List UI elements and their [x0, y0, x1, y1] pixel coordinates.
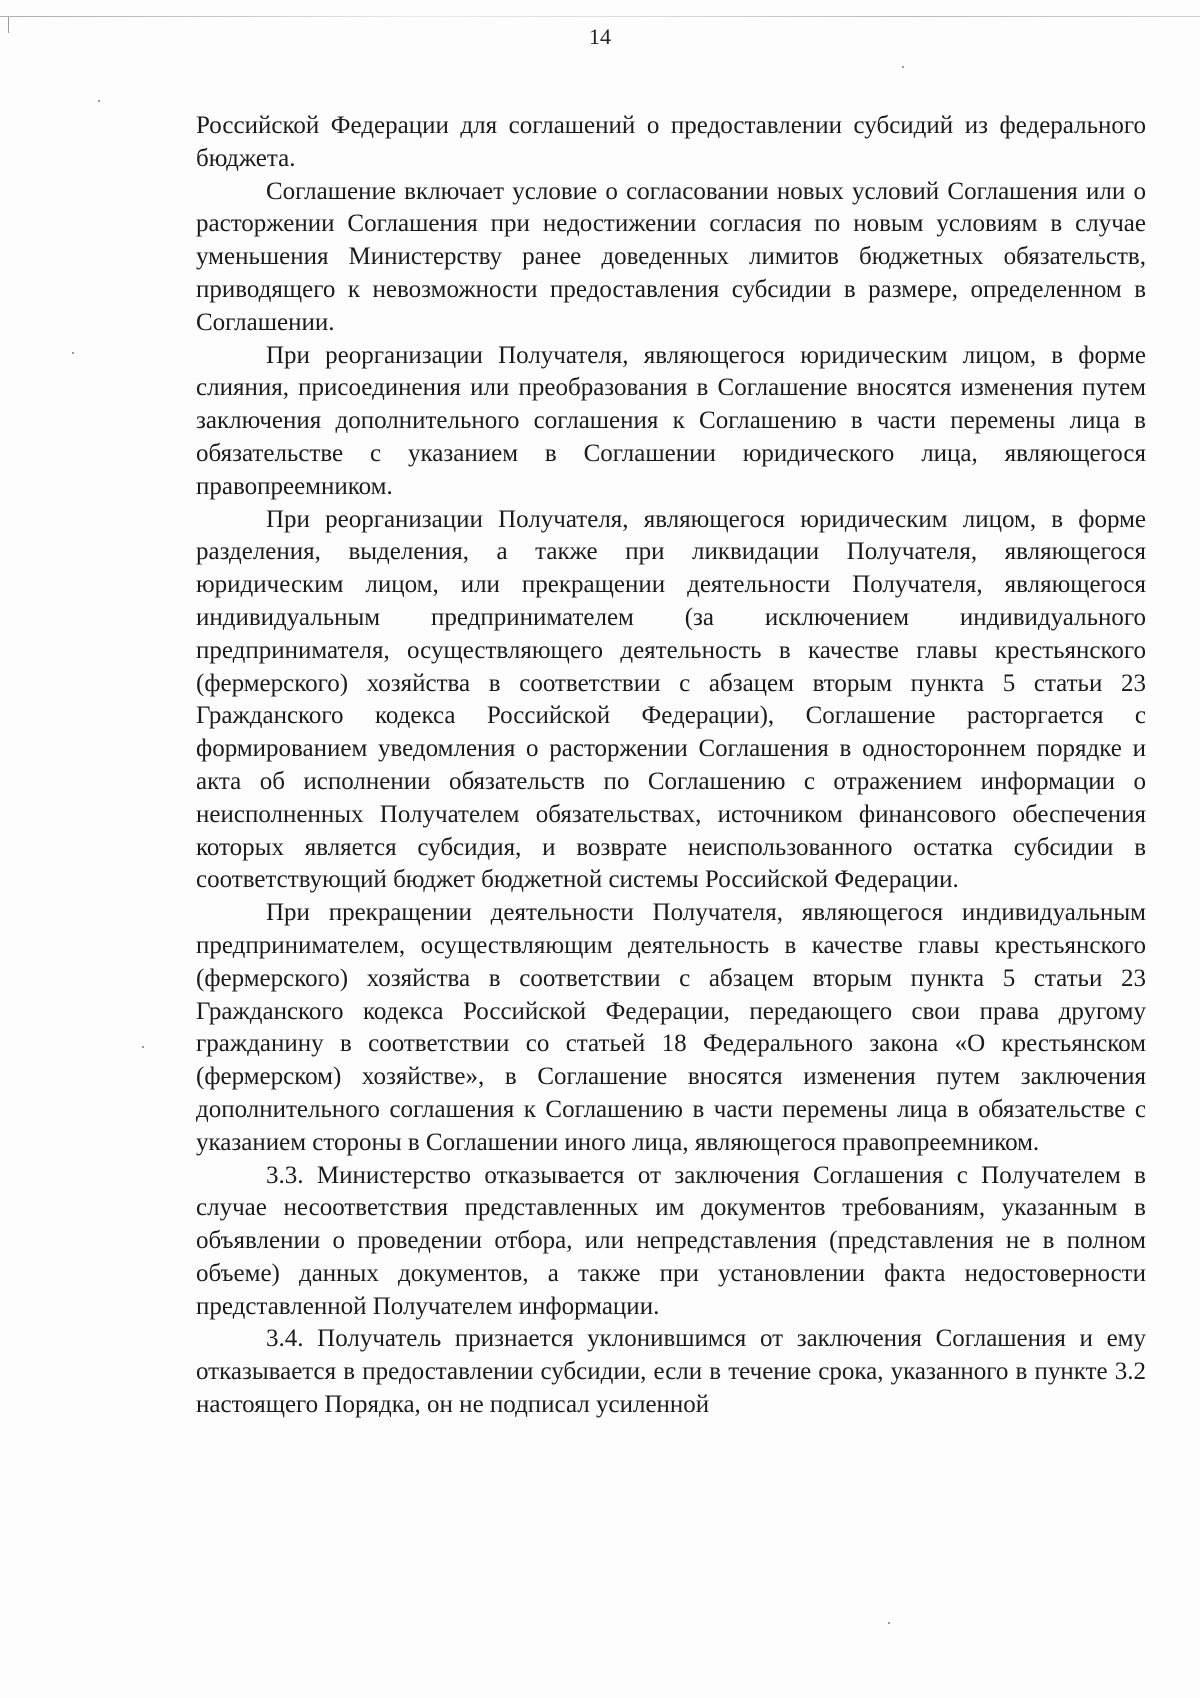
paragraph-3-3: 3.3. Министерство отказывается от заключения Соглашения с Получателем в случае несоответствия представленных им документов требованиям, указанным в объявлении о проведении отбора, или непредставления (представления не в полном объеме) данных документов, а также при установлении факта недостоверности представленной Получателем информации. — [196, 1161, 1146, 1320]
scan-speck — [98, 100, 100, 102]
scan-speck — [888, 1622, 890, 1624]
document-body — [196, 110, 1146, 1422]
paragraph-continuation: Российской Федерации для соглашений о предоставлении субсидий из федерального бюджета. — [196, 112, 1146, 172]
paragraph-3-4: 3.4. Получатель признается уклонившимся от заключения Соглашения и ему отказывается в предоставлении субсидии, если в течение срока, указанного в пункте 3.2 настоящего Порядка, он не подписал усиленной — [196, 1325, 1146, 1419]
scan-speck — [902, 66, 904, 68]
scan-speck — [72, 352, 74, 354]
scan-edge-top — [0, 16, 1200, 17]
scan-speck — [142, 1046, 144, 1048]
paragraph-farm-termination: При прекращении деятельности Получателя, являющегося индивидуальным предпринимателем, осуществляющим деятельность в качестве главы крестьянского (фермерского) хозяйства в соответствии с абзацем вторым пункта 5 статьи 23 Гражданского кодекса Российской Федерации, передающего свои права другому гражданину в соответствии со статьей 18 Федерального закона «О крестьянском (фермерском) хозяйстве», в Соглашение вносятся изменения путем заключения дополнительного соглашения к Соглашению в части перемены лица в обязательстве с указанием стороны в Соглашении иного лица, являющегося правопреемником. — [196, 899, 1146, 1156]
paragraph-reorganization-division: При реорганизации Получателя, являющегося юридическим лицом, в форме разделения, выделения, а также при ликвидации Получателя, являющегося юридическим лицом, или прекращении деятельности Получателя, являющегося индивидуальным предпринимателем (за исключением индивидуального предпринимателя, осуществляющего деятельность в качестве главы крестьянского (фермерского) хозяйства в соответствии с абзацем вторым пункта 5 статьи 23 Гражданского кодекса Российской Федерации), Соглашение расторгается с формированием уведомления о расторжении Соглашения в одностороннем порядке и акта об исполнении обязательств по Соглашению с отражением информации о неисполненных Получателем обязательствах, источником финансового обеспечения которых является субсидия, и возврате неиспользованного остатка субсидии в соответствующий бюджет бюджетной системы Российской Федерации. — [196, 505, 1146, 894]
page-number: 14 — [589, 24, 611, 49]
paragraph-agreement-conditions: Соглашение включает условие о согласовании новых условий Соглашения или о расторжении Соглашения при недостижении согласия по новым условиям в случае уменьшения Министерству ранее доведенных лимитов бюджетных обязательств, приводящего к невозможности предоставления субсидии в размере, определенном в Соглашении. — [196, 177, 1146, 336]
paragraph-reorganization-merger: При реорганизации Получателя, являющегося юридическим лицом, в форме слияния, присоединения или преобразования в Соглашение вносятся изменения путем заключения дополнительного соглашения к Соглашению в части перемены лица в обязательстве с указанием в Соглашении юридического лица, являющегося правопреемником. — [196, 341, 1146, 500]
